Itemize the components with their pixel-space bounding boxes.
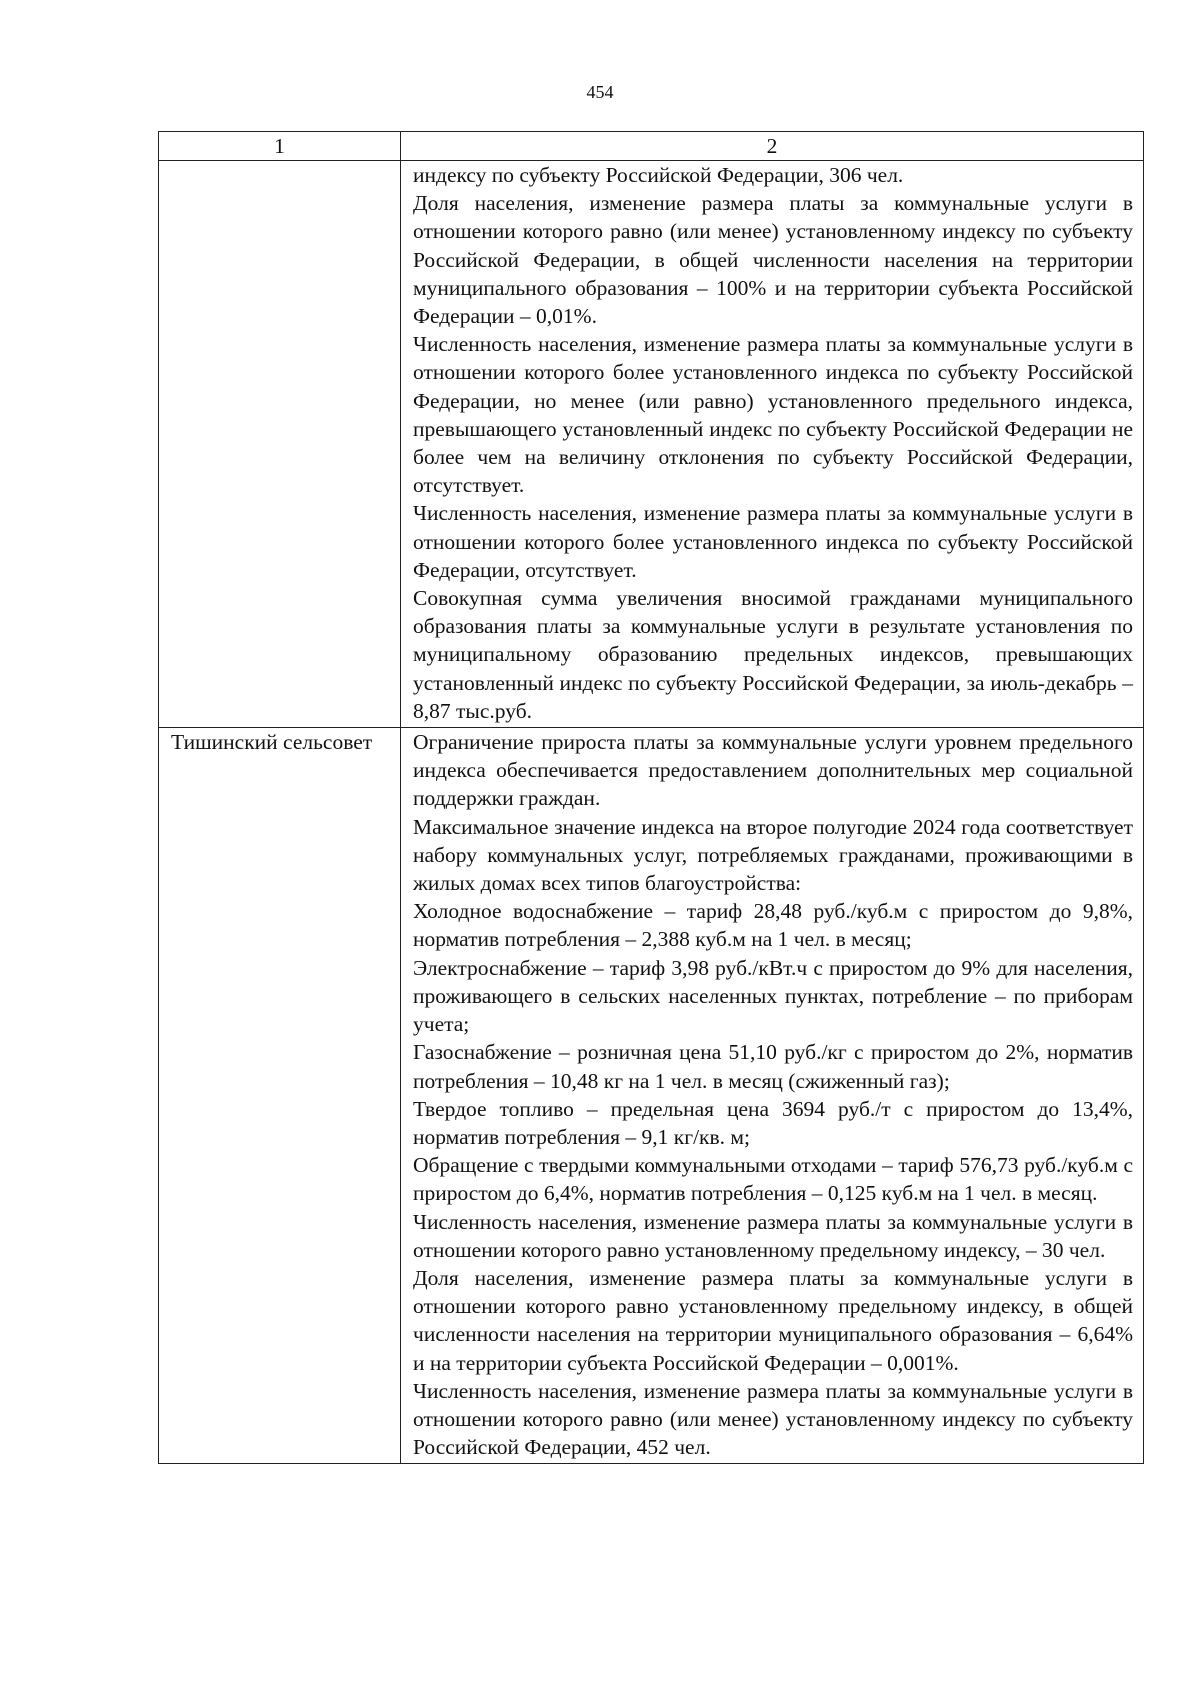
column-header-1: 1: [159, 132, 401, 161]
paragraph: Обращение с твердыми коммунальными отходами – тариф 576,73 руб./куб.м с приростом до 6,4%, норматив потребления – 0,125 куб.м на 1 чел. в месяц.: [413, 1153, 1133, 1206]
paragraph: Холодное водоснабжение – тариф 28,48 руб./куб.м с приростом до 9,8%, норматив потребления – 2,388 куб.м на 1 чел. в месяц;: [413, 899, 1133, 952]
paragraph: Ограничение прироста платы за коммунальные услуги уровнем предельного индекса обеспечивается предоставлением дополнительных мер социальной поддержки граждан.: [413, 730, 1133, 811]
paragraph: Электроснабжение – тариф 3,98 руб./кВт.ч с приростом до 9% для населения, проживающего в сельских населенных пунктах, потребление – по приборам учета;: [413, 955, 1133, 1037]
paragraph: Численность населения, изменение размера платы за коммунальные услуги в отношении которого равно установленному предельному индексу, – 30 чел.: [413, 1209, 1133, 1262]
table-header-row: [159, 132, 1144, 161]
table-row: [159, 161, 1144, 728]
municipality-cell: [159, 161, 401, 728]
paragraph: Численность населения, изменение размера платы за коммунальные услуги в отношении которого более установленного индекса по субъекту Российской Федерации, отсутствует.: [413, 501, 1133, 582]
paragraph: Численность населения, изменение размера платы за коммунальные услуги в отношении которого равно (или менее) установленному индексу по субъекту Российской Федерации, 452 чел.: [413, 1378, 1133, 1460]
paragraph: Численность населения, изменение размера платы за коммунальные услуги в отношении которого более установленного индекса по субъекту Российской Федерации, но менее (или равно) установленного предельного индекса, превышающего установленный индекс по субъекту Российской Федерации не более чем на величину отклонения по субъекту Российской Федерации, отсутствует.: [413, 332, 1133, 498]
paragraph: Твердое топливо – предельная цена 3694 руб./т с приростом до 13,4%, норматив потребления – 9,1 кг/кв. м;: [413, 1096, 1133, 1149]
column-header-2: 2: [401, 132, 1144, 161]
page-number: 454: [586, 82, 614, 102]
paragraph: Доля населения, изменение размера платы за коммунальные услуги в отношении которого равно (или менее) установленному индексу по субъекту Российской Федерации, в общей численности населения на территории муниципального образования – 100% и на территории субъекта Российской Федерации – 0,01%.: [413, 191, 1133, 329]
paragraph: Совокупная сумма увеличения вносимой гражданами муниципального образования платы за коммунальные услуги в результате установления по муниципальному образованию предельных индексов, превышающих установленный индекс по субъекту Российской Федерации, за июль-декабрь – 8,87 тыс.руб.: [413, 586, 1133, 723]
description-cell: [401, 161, 1144, 728]
paragraph: индексу по субъекту Российской Федерации, 306 чел.: [413, 163, 904, 187]
description-cell: [401, 728, 1144, 1464]
municipality-cell: Тишинский сельсовет: [159, 728, 401, 1464]
table-row: [159, 728, 1144, 1464]
paragraph: Газоснабжение – розничная цена 51,10 руб./кг с приростом до 2%, норматив потребления – 10,48 кг на 1 чел. в месяц (сжиженный газ);: [413, 1040, 1133, 1093]
paragraph: Доля населения, изменение размера платы за коммунальные услуги в отношении которого равно установленному предельному индексу, в общей численности населения на территории муниципального образования – 6,64% и на территории субъекта Российской Федерации – 0,001%.: [413, 1265, 1133, 1375]
paragraph: Максимальное значение индекса на второе полугодие 2024 года соответствует набору коммунальных услуг, потребляемых гражданами, проживающими в жилых домах всех типов благоустройства:: [413, 814, 1133, 896]
indices-table: [158, 131, 1144, 1464]
